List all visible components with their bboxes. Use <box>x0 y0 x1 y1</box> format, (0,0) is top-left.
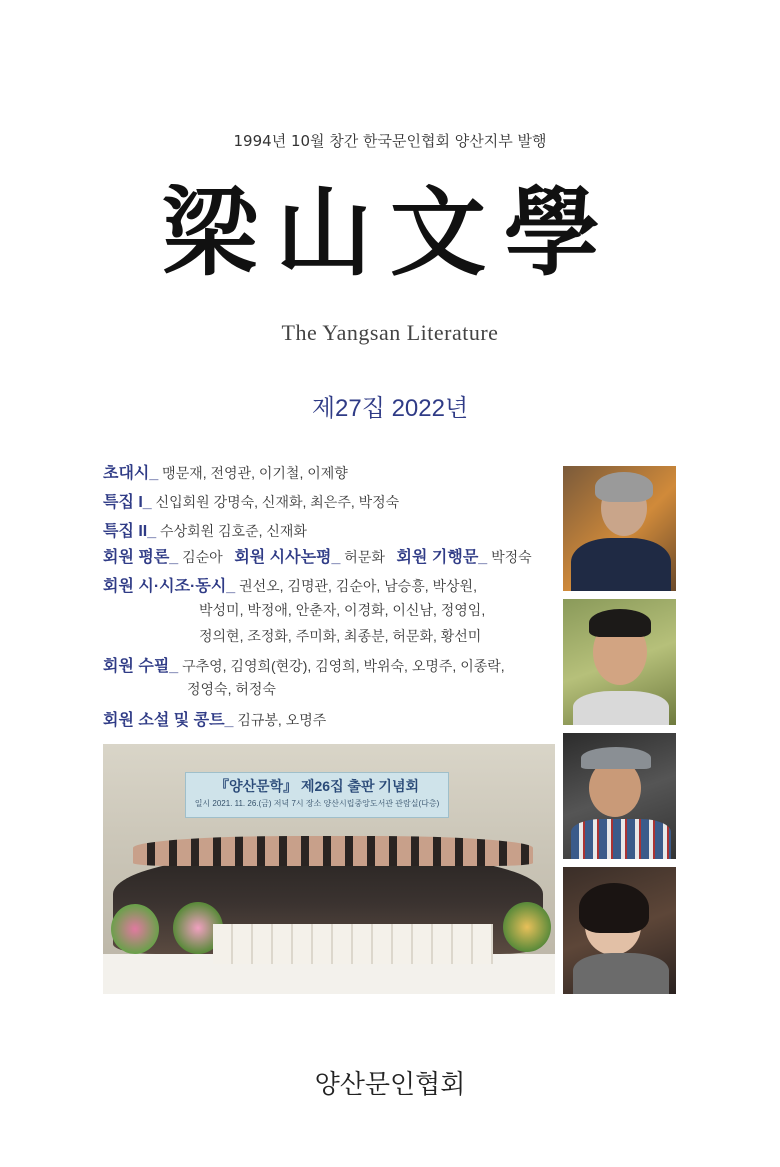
flower-wreath-right <box>503 902 551 952</box>
portrait-photo-1 <box>563 466 676 591</box>
masthead-title: 梁山文學 <box>162 176 618 289</box>
toc-names: 구추영, 김영희(현강), 김영희, 박위숙, 오명주, 이종락, <box>182 658 505 674</box>
toc-row <box>103 707 326 730</box>
toc-names: 박정숙 <box>491 549 532 565</box>
toc-row <box>103 544 532 567</box>
toc-names: 허문화 <box>344 549 385 565</box>
toc-names: 정의현, 조정화, 주미화, 최종분, 허문화, 황선미 <box>199 628 482 644</box>
portrait-photo-4 <box>563 867 676 994</box>
portrait-hair <box>595 472 653 502</box>
portrait-body <box>571 819 671 859</box>
banner-detail: 일시 2021. 11. 26.(금) 저녁 7시 장소 양산시립중앙도서관 관람실(다층) <box>194 799 440 808</box>
portrait-photo-3 <box>563 733 676 859</box>
toc-category: 회원 시사논평_ <box>234 549 341 566</box>
toc-row <box>199 626 481 646</box>
toc-row <box>103 573 477 596</box>
publisher-name: 양산문인협회 <box>314 1069 466 1099</box>
toc-names: 수상회원 김호준, 신재화 <box>160 523 307 539</box>
portrait-scarf <box>573 953 669 994</box>
toc-row <box>187 679 276 699</box>
toc-row <box>103 489 399 512</box>
toc-names: 맹문재, 전영관, 이기철, 이제향 <box>162 465 348 481</box>
book-stacks <box>213 924 493 964</box>
toc-category: 초대시_ <box>103 465 159 482</box>
toc-category: 회원 시·시조·동시_ <box>103 578 236 595</box>
portrait-hair <box>579 883 649 933</box>
toc-names: 박성미, 박정애, 안춘자, 이경화, 이신남, 정영임, <box>199 602 486 618</box>
toc-names: 김규봉, 오명주 <box>237 712 327 728</box>
crowd-heads <box>133 836 533 866</box>
founding-line: 1994년 10월 창간 한국문인협회 양산지부 발행 <box>233 132 547 150</box>
portrait-body <box>571 538 671 591</box>
portrait-body <box>573 691 669 725</box>
toc-names: 김순아 <box>182 549 223 565</box>
portrait-hair <box>589 609 651 637</box>
english-subtitle: The Yangsan Literature <box>281 320 499 345</box>
portrait-photo-2 <box>563 599 676 725</box>
toc-category: 회원 기행문_ <box>396 549 488 566</box>
issue-number: 제27집 2022년 <box>311 395 469 422</box>
toc-row <box>103 518 307 541</box>
toc-names: 권선오, 김명관, 김순아, 남승흥, 박상원, <box>239 578 477 594</box>
flower-wreath-left <box>111 904 159 954</box>
toc-row <box>199 600 485 620</box>
toc-category: 회원 평론_ <box>103 549 179 566</box>
toc-names: 신입회원 강명숙, 신재화, 최은주, 박정숙 <box>155 494 400 510</box>
toc-category: 특집 II_ <box>103 523 157 540</box>
toc-category: 특집 I_ <box>103 494 152 511</box>
toc-names: 정영숙, 허정숙 <box>187 681 276 697</box>
toc-category: 회원 소설 및 콩트_ <box>103 712 234 729</box>
cap-shape <box>581 747 651 769</box>
toc-row <box>103 653 505 676</box>
toc-row <box>103 460 348 483</box>
banner-title: 『양산문학』 제26집 출판 기념회 <box>214 778 419 794</box>
group-photo <box>103 744 555 994</box>
toc-category: 회원 수필_ <box>103 658 179 675</box>
event-banner <box>185 772 449 818</box>
